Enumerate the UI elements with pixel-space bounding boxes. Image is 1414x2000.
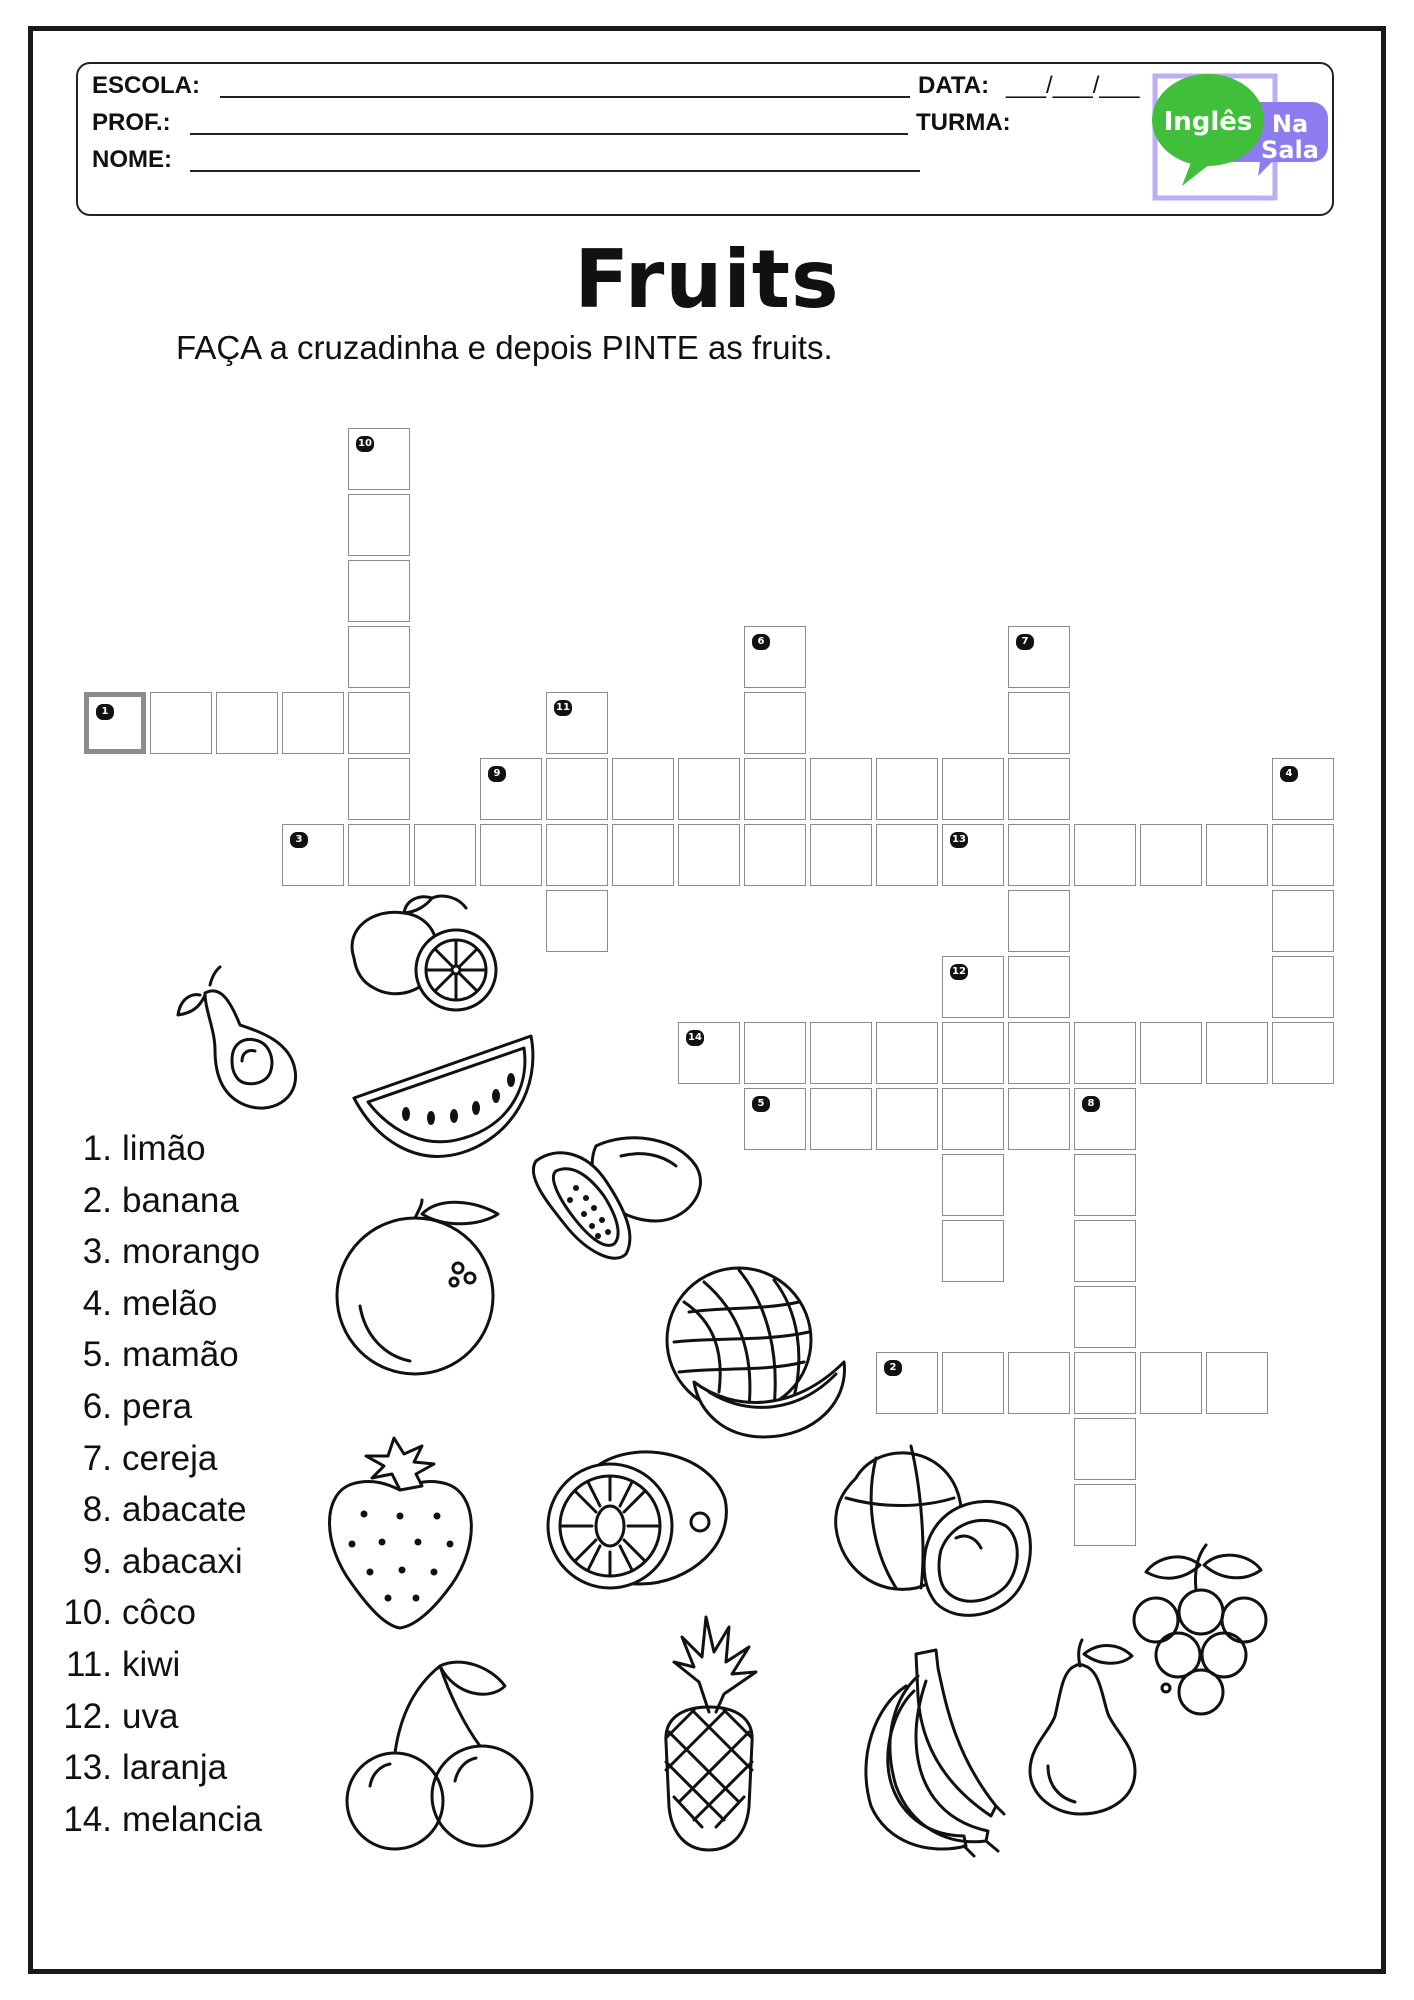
crossword-cell-6[interactable] <box>744 626 806 688</box>
papaya-icon <box>526 1126 716 1266</box>
clue-number-badge: 1 <box>96 704 114 720</box>
crossword-cell-14[interactable] <box>678 1022 740 1084</box>
crossword-cell[interactable] <box>1008 956 1070 1018</box>
crossword-cell[interactable] <box>1008 890 1070 952</box>
crossword-cell[interactable] <box>744 824 806 886</box>
crossword-cell[interactable] <box>612 824 674 886</box>
crossword-cell-12[interactable] <box>942 956 1004 1018</box>
crossword-cell[interactable] <box>1008 1022 1070 1084</box>
crossword-cell[interactable] <box>282 692 344 754</box>
worksheet-page: ESCOLA: DATA: ___/___/___ PROF.: TURMA: NOME: Inglês Na Sala Fruits FAÇA a cruzadinha e depois PINTE as fruits. 1 9 3 13 14 5 8 2 10 11 6 7 4 12 1. limão 2. banana 3. morango 4. melão 5. mamão 6. pera 7. cereja 8. abacate 9. abacaxi 10. côco 11. kiwi 12. uva 13. laranja 14. melancia <box>0 0 1414 2000</box>
crossword-cell[interactable] <box>1008 1352 1070 1414</box>
ingles-na-sala-logo <box>1150 64 1332 204</box>
crossword-cell[interactable] <box>942 758 1004 820</box>
clue-number-badge: 2 <box>884 1360 902 1376</box>
crossword-cell[interactable] <box>348 824 410 886</box>
crossword-cell[interactable] <box>348 494 410 556</box>
crossword-cell[interactable] <box>942 1088 1004 1150</box>
crossword-cell[interactable] <box>546 758 608 820</box>
crossword-cell[interactable] <box>876 1022 938 1084</box>
crossword-cell[interactable] <box>348 626 410 688</box>
crossword-cell-1[interactable] <box>84 692 146 754</box>
date-field[interactable]: ___/___/___ <box>1006 72 1140 99</box>
crossword-cell[interactable] <box>1074 1484 1136 1546</box>
school-label: ESCOLA: <box>92 72 200 99</box>
crossword-cell[interactable] <box>810 758 872 820</box>
crossword-cell[interactable] <box>1008 1088 1070 1150</box>
crossword-cell[interactable] <box>1272 890 1334 952</box>
crossword-cell[interactable] <box>678 758 740 820</box>
clue-number-badge: 4 <box>1280 766 1298 782</box>
crossword-cell[interactable] <box>1140 1352 1202 1414</box>
coconut-icon <box>826 1438 1036 1628</box>
teacher-field[interactable] <box>190 133 908 135</box>
logo-word-na: Na <box>1271 110 1309 138</box>
clue-number-badge: 7 <box>1016 634 1034 650</box>
clue-number-badge: 12 <box>950 964 968 980</box>
crossword-cell[interactable] <box>810 824 872 886</box>
date-label: DATA: <box>918 72 990 99</box>
crossword-cell-13[interactable] <box>942 824 1004 886</box>
crossword-cell[interactable] <box>612 758 674 820</box>
crossword-cell[interactable] <box>876 824 938 886</box>
clue-number-badge: 3 <box>290 832 308 848</box>
crossword-cell[interactable] <box>744 758 806 820</box>
crossword-cell[interactable] <box>1140 1022 1202 1084</box>
crossword-cell[interactable] <box>1272 1022 1334 1084</box>
crossword-cell[interactable] <box>1074 824 1136 886</box>
crossword-cell[interactable] <box>1008 692 1070 754</box>
crossword-cell[interactable] <box>942 1022 1004 1084</box>
crossword-cell[interactable] <box>744 1022 806 1084</box>
crossword-cell[interactable] <box>414 824 476 886</box>
school-field[interactable] <box>220 96 910 98</box>
crossword-cell[interactable] <box>942 1154 1004 1216</box>
crossword-cell[interactable] <box>546 890 608 952</box>
name-label: NOME: <box>92 146 172 173</box>
crossword-cell[interactable] <box>1206 1352 1268 1414</box>
clue-number-badge: 14 <box>686 1030 704 1046</box>
crossword-cell[interactable] <box>1074 1022 1136 1084</box>
instruction-text: FAÇA a cruzadinha e depois PINTE as fruits. <box>176 329 833 366</box>
crossword-cell[interactable] <box>1140 824 1202 886</box>
crossword-cell-3[interactable] <box>282 824 344 886</box>
clue-number-badge: 11 <box>554 700 572 716</box>
crossword-cell[interactable] <box>1008 824 1070 886</box>
crossword-cell-9[interactable] <box>480 758 542 820</box>
orange-icon <box>330 1196 510 1376</box>
crossword-cell[interactable] <box>348 692 410 754</box>
crossword-cell[interactable] <box>348 560 410 622</box>
logo-word-ingles: Inglês <box>1163 107 1253 137</box>
crossword-cell[interactable] <box>876 1088 938 1150</box>
crossword-cell[interactable] <box>876 758 938 820</box>
crossword-cell[interactable] <box>1074 1286 1136 1348</box>
crossword-cell-5[interactable] <box>744 1088 806 1150</box>
crossword-cell[interactable] <box>1272 956 1334 1018</box>
clue-number-badge: 13 <box>950 832 968 848</box>
name-field[interactable] <box>190 170 920 172</box>
crossword-cell[interactable] <box>1074 1220 1136 1282</box>
clue-number-badge: 6 <box>752 634 770 650</box>
crossword-cell[interactable] <box>1272 824 1334 886</box>
crossword-cell[interactable] <box>744 692 806 754</box>
crossword-cell[interactable] <box>810 1088 872 1150</box>
crossword-cell-11[interactable] <box>546 692 608 754</box>
crossword-cell[interactable] <box>942 1220 1004 1282</box>
lemon-icon <box>334 888 504 1018</box>
cherry-icon <box>340 1656 540 1856</box>
crossword-cell-7[interactable] <box>1008 626 1070 688</box>
class-label: TURMA: <box>916 109 1011 136</box>
crossword-cell[interactable] <box>1206 1022 1268 1084</box>
watermelon-icon <box>346 1028 546 1168</box>
clue-number-badge: 10 <box>356 436 374 452</box>
crossword-cell-10[interactable] <box>348 428 410 490</box>
logo-word-sala: Sala <box>1261 136 1319 164</box>
crossword-cell[interactable] <box>480 824 542 886</box>
avocado-icon <box>160 955 320 1115</box>
crossword-cell-2[interactable] <box>876 1352 938 1414</box>
crossword-cell[interactable] <box>348 758 410 820</box>
melon-icon <box>664 1262 854 1442</box>
crossword-cell[interactable] <box>546 824 608 886</box>
crossword-cell[interactable] <box>1206 824 1268 886</box>
clue-number-badge: 8 <box>1082 1096 1100 1112</box>
pineapple-icon <box>644 1612 774 1852</box>
grape-icon <box>1126 1540 1276 1740</box>
crossword-cell[interactable] <box>942 1352 1004 1414</box>
crossword-cell[interactable] <box>1074 1418 1136 1480</box>
crossword-cell-4[interactable] <box>1272 758 1334 820</box>
crossword-cell[interactable] <box>810 1022 872 1084</box>
clue-number-badge: 5 <box>752 1096 770 1112</box>
kiwi-icon <box>540 1444 730 1594</box>
page-title: Fruits <box>574 233 840 326</box>
crossword-cell[interactable] <box>1008 758 1070 820</box>
crossword-cell[interactable] <box>678 824 740 886</box>
banana-icon <box>846 1646 1006 1856</box>
crossword-cell[interactable] <box>216 692 278 754</box>
header-box <box>76 62 1334 216</box>
crossword-cell[interactable] <box>150 692 212 754</box>
crossword-cell-8[interactable] <box>1074 1088 1136 1150</box>
strawberry-icon <box>322 1434 482 1634</box>
clue-number-badge: 9 <box>488 766 506 782</box>
crossword-cell[interactable] <box>1074 1352 1136 1414</box>
teacher-label: PROF.: <box>92 109 171 136</box>
crossword-cell[interactable] <box>1074 1154 1136 1216</box>
